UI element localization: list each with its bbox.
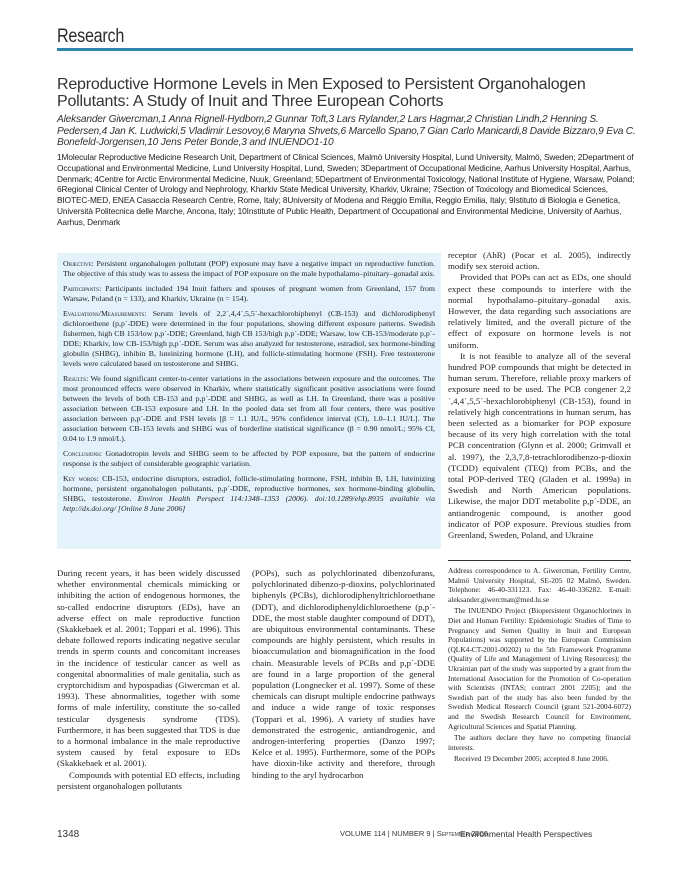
paragraph: During recent years, it has been widely discussed whether environmental chemicals mimicking or inhibiting the action of endogenous hormones, the so-called endocrine disruptors (EDs), have an adverse effect on male reproductive function (Skakkebaek et al. 2001; Toppari et al. 1996). This debate followed reports indicating negative secular trends in sperm counts and concomitant increases in the incidence of testicular cancer as well as congenital abnormalities of male genitalia, such as cryptorchidism and hypospadias (Giwercman et al. 1993). These abnormalities, together with some forms of male infertility, constitute the so-called testicular dysgenesis syndrome (TDS). Furthermore, it has been suggested that TDS is due to a hormonal imbalance in the male reproductive system caused by fetal exposure to EDs (Skakkebaek et al. 2001).: [57, 568, 240, 769]
received-date-note: Received 19 December 2005; accepted 8 June 2006.: [454, 754, 609, 764]
abstract-evaluations: [63, 309, 435, 369]
abstract-conclusions: [63, 449, 435, 469]
article-title: Reproductive Hormone Levels in Men Exposed to Persistent Organohalogen Pollutants: A Study of Inuit and Three European Cohorts: [57, 76, 586, 110]
abstract-text: We found significant center-to-center variations in the associations between exposure and the outcomes. The most pronounced effects were observed in Kharkiv, where statistically significant positive associations were found between the levels of both CB-153 and p,p´-DDE and SHBG, as well as LH. In Greenland, there was a positive association between CB-153 exposure and LH. In the pooled data set from all four centers, there was positive association between p,p´-DDE and FSH levels [β = 1.1 IU/L, 95% confidence interval (CI), 1.0–1.1 IU/L]. The association between CB-153 levels and SHBG was of borderline statistical significance (β = 0.90 nmol/L; 95% CI, 0.04 to 1.9 nmol/L).: [63, 374, 435, 443]
journal-name: Environmental Health Perspectives: [460, 829, 593, 839]
body-column-2: [252, 568, 435, 781]
paragraph: receptor (AhR) (Pocar et al. 2005), indirectly modify sex steroid action.: [448, 250, 631, 272]
abstract-participants: [63, 284, 435, 304]
citation[interactable]: Environ Health Perspect 114:1348–1353 (2006). doi:10.1289/ehp.8935 available via http://dx.doi.org/ [Online 8 June 2006]: [63, 494, 435, 513]
abstract-label: Participants:: [63, 284, 102, 293]
abstract-objective: [63, 259, 435, 279]
section-label: Research: [57, 26, 125, 47]
paragraph: (POPs), such as polychlorinated dibenzofurans, polychlorinated dibenzo-p-dioxins, polychlorinated biphenyls (PCBs), dichlorodiphenyltrichloroethane (DDT), and dichlorodiphenyldichloroethene (p,p´-DDE, the most stable daughter compound of DDT), are ubiquitous environmental contaminants. These compounds are highly persistent, which results in bioaccumulation and biomagnification in the food chain. Measurable levels of PCBs and p,p´-DDE are found in a large proportion of the general population (Longnecker et al. 1997). Some of these chemicals can disrupt multiple endocrine pathways and induce a wide range of toxic responses (Toppari et al. 1996). A variety of studies have demonstrated the estrogenic, antiandrogenic, and androgen-interfering properties (Danzo 1997; Kelce et al. 1995). Furthermore, some of the POPs have dioxin-like activity and therefore, through binding to the aryl hydrocarbon: [252, 568, 435, 780]
abstract-results: [63, 374, 435, 444]
affiliations: 1Molecular Reproductive Medicine Research Unit, Department of Clinical Sciences, Malmö University Hospital, Lund University, Malmö, Sweden; 2Department of Occupational and Environmental Medicine, Lund University Hospital, Lund, Sweden; 3Department of Occupational Medicine, Aarhus University Hospital, Aarhus, Denmark; 4Centre for Arctic Environmental Medicine, Nuuk, Greenland; 5Department of Environmental Toxicology, National Institute of Hygiene, Warsaw, Poland; 6Regional Clinical Center of Urology and Nephrology, Kharkiv State Medical University, Kharkiv, Ukraine; 7Section of Toxicology and Biomedical Sciences, BIOTEC-MED, ENEA Casaccia Research Centre, Rome, Italy; 8University of Modena and Reggio Emilia, Reggio Emilia, Italy; 9Istituto di Biologia e Genetica, Università Politecnica delle Marche, Ancona, Italy; 10Institute of Public Health, Department of Occupational and Environmental Medicine, University of Aarhus, Aarhus, Denmark: [57, 152, 635, 227]
abstract-keywords: [63, 474, 435, 514]
abstract-label: Conclusions:: [63, 449, 103, 458]
correspondence-note: Address correspondence to A. Giwercman, Fertility Centre, Malmö University Hospital, SE-205 02 Malmö, Sweden. Telephone: 46-40-331123. Fax: 46-40-336282. E-mail: aleksander.giwercman@med.lu.se: [448, 566, 631, 604]
abstract-label: Results:: [63, 374, 89, 383]
abstract-label: Objective:: [63, 259, 94, 268]
abstract-label: Evaluations/Measurements:: [63, 309, 147, 318]
paragraph: Provided that POPs can act as EDs, one should expect these compounds to interfere with the normal hypothalamo–pituitary–gonadal axis. However, the data regarding such associations are relatively limited, and the overall picture of the effect of exposure on hormone levels is not uniform.: [448, 272, 631, 350]
abstract-text: Persistent organohalogen pollutant (POP) exposure may have a negative impact on reproductive function. The objective of this study was to assess the impact of POP exposure on the male hypothalamo–pituitary–gonadal axis.: [63, 259, 435, 278]
abstract-text: Gonadotropin levels and SHBG seem to be affected by POP exposure, but the pattern of endocrine response is the subject of considerable geographic variation.: [63, 449, 435, 468]
funding-note: The INUENDO Project (Biopersistent Organochlorines in Diet and Human Fertility: Epidemiologic Studies of Time to Pregnancy and Semen Quality in Inuit and European Populations) was supported by the European Commission (QLK4-CT-2001-00202) to the 5th Framework Programme (Quality of Life and Management of Living Resources); the Ukrainian part of the study was supported by a grant from the International Association for the Promotion of Co-operation with Scientists (INTAS; contract 2001 2205); and the Swedish part of the study has also been funded by the Swedish Medical Research Council (grant 521-2004-6072) and the Swedish Research Council for Environment, Agricultural Sciences and Spatial Planning.: [448, 606, 631, 731]
abstract-box: [57, 253, 441, 549]
abstract-text: Serum levels of 2,2´,4,4´,5,5´-hexachlorobiphenyl (CB-153) and dichlorodiphenyl dichloroethene (p,p´-DDE) were determined in the four populations, showing different exposure patterns. Swedish fishermen, high CB 153/low p,p´-DDE; Greenland, high CB 153/high p,p´-DDE; Warsaw, low CB-153/moderate p,p´-DDE; Kharkiv, low CB-153/high p,p´-DDE. Serum was also analyzed for testosterone, estradiol, sex hormone-binding globulin (SHBG), inhibin B, luteinizing hormone (LH), and follicle-stimulating hormone (FSH). Free testosterone levels were calculated based on testosterone and SHBG.: [63, 309, 436, 368]
competing-interests-note: The authors declare they have no competing financial interests.: [448, 733, 631, 752]
right-column-text: [448, 250, 631, 541]
footnotes: [448, 566, 631, 766]
page-number: 1348: [57, 829, 80, 840]
issue-info: VOLUME 114 | NUMBER 9 | September 2006: [340, 829, 488, 838]
author-list: Aleksander Giwercman,1 Anna Rignell-Hydbom,2 Gunnar Toft,3 Lars Rylander,2 Lars Hagmar,2 Christian Lindh,2 Henning S. Pedersen,4 Jan K. Ludwicki,5 Vladimir Lesovoy,6 Maryna Shvets,6 Marcello Spano,7 Gian Carlo Manicardi,8 Davide Bizzaro,9 Eva C. Bonefeld-Jorgensen,10 Jens Peter Bonde,3 and INUENDO1-10: [57, 114, 636, 148]
abstract-text: CB-153, endocrine disruptors, estradiol, follicle-stimulating hormone, FSH, inhibin B, LH, luteinizing hormone, persistent organohalogen pollutants, p,p´-DDE, reproductive hormones, sex hormone-binding globulin, SHBG, testosterone.: [63, 474, 436, 503]
abstract-label: Key words:: [63, 474, 99, 483]
paragraph: Compounds with potential ED effects, including persistent organohalogen pollutants: [57, 769, 240, 791]
footnote-divider: [448, 560, 631, 561]
header-rule: [57, 48, 633, 51]
body-column-1: [57, 568, 240, 792]
abstract-text: Participants included 194 Inuit fathers and spouses of pregnant women from Greenland, 157 from Warsaw, Poland (n = 133), and Kharkiv, Ukraine (n = 154).: [63, 284, 435, 303]
paragraph: It is not feasible to analyze all of the several hundred POP compounds that might be detected in human serum. Therefore, reliable proxy markers of exposure need to be used. The PCB congener 2,2´,4,4´,5,5´-hexachlorobiphenyl (CB-153), found in relatively high concentrations in human serum, has been selected as a biomarker for POP exposure because of its very high correlation with the total PCB concentration (Glynn et al. 2000; Grimvall et al. 1997), the 2,3,7,8-tetrachlorodibenzo-p-dioxin (TCDD) equivalent (TEQ) from PCBs, and the total POP-derived TEQ (Gladen et al. 1999a) in Swedish and North American populations. Likewise, the major DDT metabolite p,p´-DDE, an antiandrogenic compound, is another good indicator of POP exposure. Previous studies from Greenland, Sweden, Poland, and Ukraine: [448, 350, 631, 541]
